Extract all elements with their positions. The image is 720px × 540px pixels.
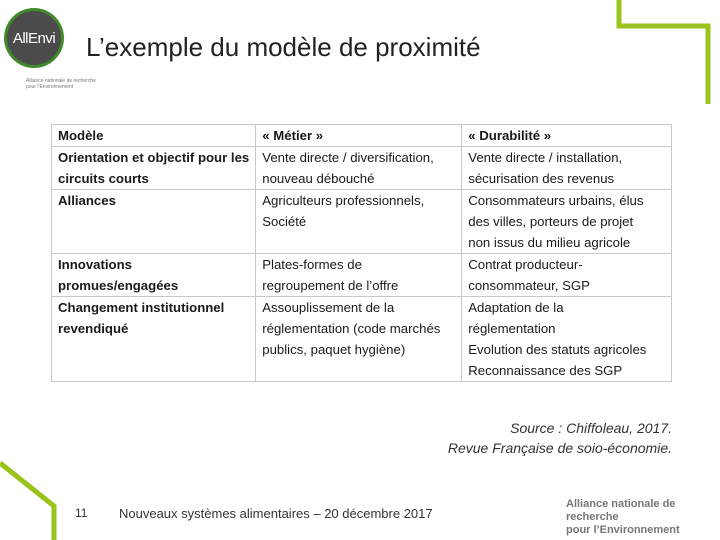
cell-line: consommateur, SGP — [468, 278, 590, 293]
cell-line: nouveau débouché — [262, 171, 375, 186]
source-line: Source : Chiffoleau, 2017. — [510, 420, 672, 436]
logo-subtitle: Alliance nationale de recherche pour l'Environnement — [26, 78, 96, 90]
table-row — [52, 254, 672, 297]
table-header-row — [52, 125, 672, 147]
cell-line: Agriculteurs professionnels, — [262, 193, 425, 208]
cell-line: Contrat producteur- — [468, 257, 583, 272]
allenvi-logo — [4, 8, 64, 68]
cell-line: Orientation et objectif pour les — [58, 150, 250, 165]
cell-line: Consommateurs urbains, élus — [468, 193, 644, 208]
table-cell — [462, 297, 672, 382]
table-cell — [256, 190, 462, 254]
table-row — [52, 190, 672, 254]
cell-line: non issus du milieu agricole — [468, 235, 631, 250]
cell-line: réglementation (code marchés — [262, 321, 441, 336]
cell-line: Société — [262, 214, 307, 229]
page-title: L’exemple du modèle de proximité — [86, 32, 481, 62]
cell-line: des villes, porteurs de projet — [468, 214, 634, 229]
page-number: 11 — [75, 506, 88, 520]
cell-line: Vente directe / installation, — [468, 150, 623, 165]
table-cell — [462, 254, 672, 297]
corner-bracket-bottom-left — [0, 460, 60, 540]
table-row — [52, 297, 672, 382]
footer-logo-line: pour l’Environnement — [566, 524, 680, 536]
table-cell — [52, 147, 256, 190]
cell-line: Innovations — [58, 257, 132, 272]
table-cell — [256, 254, 462, 297]
table-cell — [256, 147, 462, 190]
cell-line: Plates-formes de — [262, 257, 362, 272]
header-cell: « Durabilité » — [462, 125, 672, 147]
cell-line: réglementation — [468, 321, 556, 336]
cell-line: Vente directe / diversification, — [262, 150, 434, 165]
footer-logo-line: Alliance nationale de recherche — [566, 498, 676, 523]
cell-line: Adaptation de la — [468, 300, 564, 315]
cell-line: Changement institutionnel — [58, 300, 225, 315]
footer-text: Nouveaux systèmes alimentaires – 20 décembre 2017 — [119, 506, 433, 521]
table-row — [52, 147, 672, 190]
table-cell — [462, 190, 672, 254]
cell-line: circuits courts — [58, 171, 149, 186]
cell-line: Evolution des statuts agricoles — [468, 342, 647, 357]
cell-line: publics, paquet hygiène) — [262, 342, 406, 357]
corner-bracket-top-right — [590, 0, 720, 104]
source-line: Revue Française de soio-économie. — [447, 440, 672, 456]
table-cell — [462, 147, 672, 190]
table-cell — [52, 190, 256, 254]
header-cell: Modèle — [52, 125, 256, 147]
table-cell — [52, 254, 256, 297]
cell-line: Alliances — [58, 193, 116, 208]
table-cell — [52, 297, 256, 382]
table-cell — [256, 297, 462, 382]
cell-line: regroupement de l’offre — [262, 278, 399, 293]
comparison-table — [51, 124, 672, 382]
header-cell: « Métier » — [256, 125, 462, 147]
footer-logo — [566, 498, 720, 537]
cell-line: Reconnaissance des SGP — [468, 363, 623, 378]
cell-line: promues/engagées — [58, 278, 179, 293]
cell-line: Assouplissement de la — [262, 300, 395, 315]
cell-line: sécurisation des revenus — [468, 171, 615, 186]
logo-text: AllEnvi — [7, 11, 61, 65]
source-citation — [448, 418, 672, 458]
cell-line: revendiqué — [58, 321, 129, 336]
